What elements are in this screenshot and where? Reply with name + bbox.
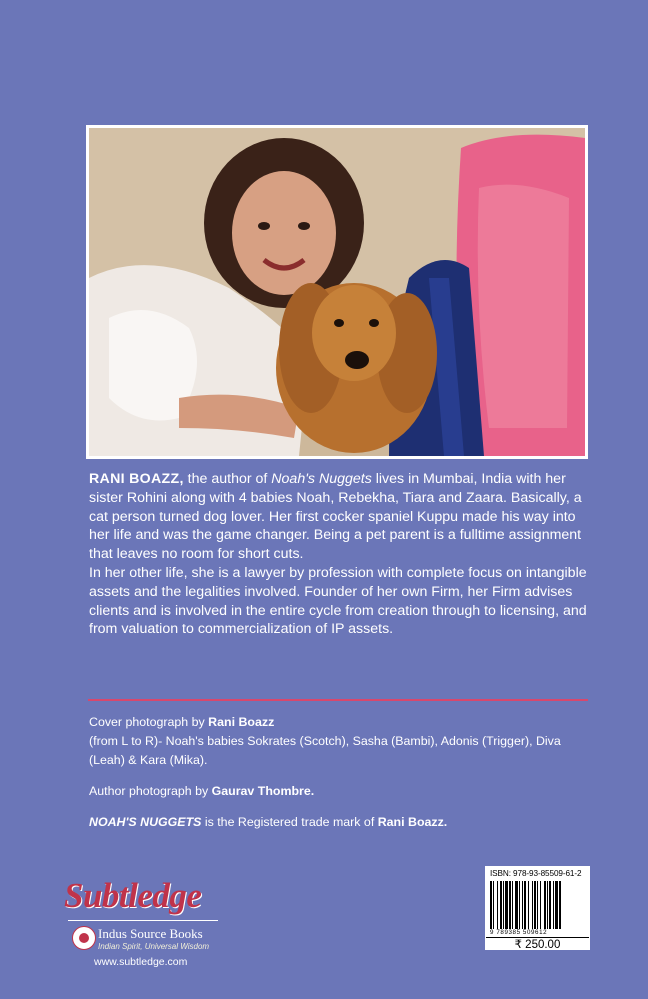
bio-intro-1: the author of xyxy=(183,471,272,487)
author-credit-label: Author photograph by xyxy=(89,784,212,798)
publisher-url: www.subtledge.com xyxy=(94,956,188,968)
isbn-barcode-block xyxy=(485,866,590,950)
photo-credits xyxy=(89,713,589,832)
author-credit-name: Gaurav Thombre. xyxy=(211,784,315,798)
trademark-owner: Rani Boazz. xyxy=(377,815,448,829)
imprint-name: Indus Source Books xyxy=(98,926,203,941)
barcode-digits: 9 789385 509612 xyxy=(490,929,548,936)
trademark-notice xyxy=(89,813,589,832)
book-title: Noah's Nuggets xyxy=(271,471,372,487)
author-bio xyxy=(89,470,589,639)
imprint-seal-icon xyxy=(72,926,96,950)
logo-rule xyxy=(68,920,218,921)
bio-intro-2: lives in Mumbai, India with her sister Rohini along with 4 babies Noah, Rebekha, Tiara and Zaara. Basically, a cat person turned dog lover. Her first cocker spaniel Kuppu made his way into her life and was the game changer. Being a pet parent is a fulltime assignment that leaves no room for short cuts. xyxy=(89,471,582,563)
barcode-icon xyxy=(490,881,587,929)
author-name: RANI BOAZZ, xyxy=(89,471,184,487)
cover-credit xyxy=(89,713,589,732)
imprint-tagline: Indian Spirit, Universal Wisdom xyxy=(98,942,210,951)
section-divider xyxy=(88,699,588,701)
author-photo xyxy=(86,125,588,459)
price: ₹ 250.00 xyxy=(486,937,589,952)
cover-credit-name: Rani Boazz xyxy=(208,715,275,729)
trademark-title: NOAH'S NUGGETS xyxy=(89,815,202,829)
bio-paragraph-1 xyxy=(89,470,589,564)
publisher-logo xyxy=(64,876,224,971)
cover-credit-label: Cover photograph by xyxy=(89,715,209,729)
bio-paragraph-2: In her other life, she is a lawyer by profession with complete focus on intangible assets and the legalities involved. Founder of her own Firm, her Firm advises clients and is involved in the entire cycle from creation through to licensing, and from valuation to commercialization of IP assets. xyxy=(89,564,587,638)
author-photo-credit xyxy=(89,782,589,801)
cover-credit-detail: (from L to R)- Noah's babies Sokrates (Scotch), Sasha (Bambi), Adonis (Trigger), Diva (Leah) & Kara (Mika). xyxy=(89,734,561,767)
isbn-number: ISBN: 978-93-85509-61-2 xyxy=(490,869,582,878)
publisher-wordmark: Subtledge xyxy=(64,876,202,915)
author-with-dog-image xyxy=(89,128,585,456)
trademark-text: is the Registered trade mark of xyxy=(201,815,378,829)
